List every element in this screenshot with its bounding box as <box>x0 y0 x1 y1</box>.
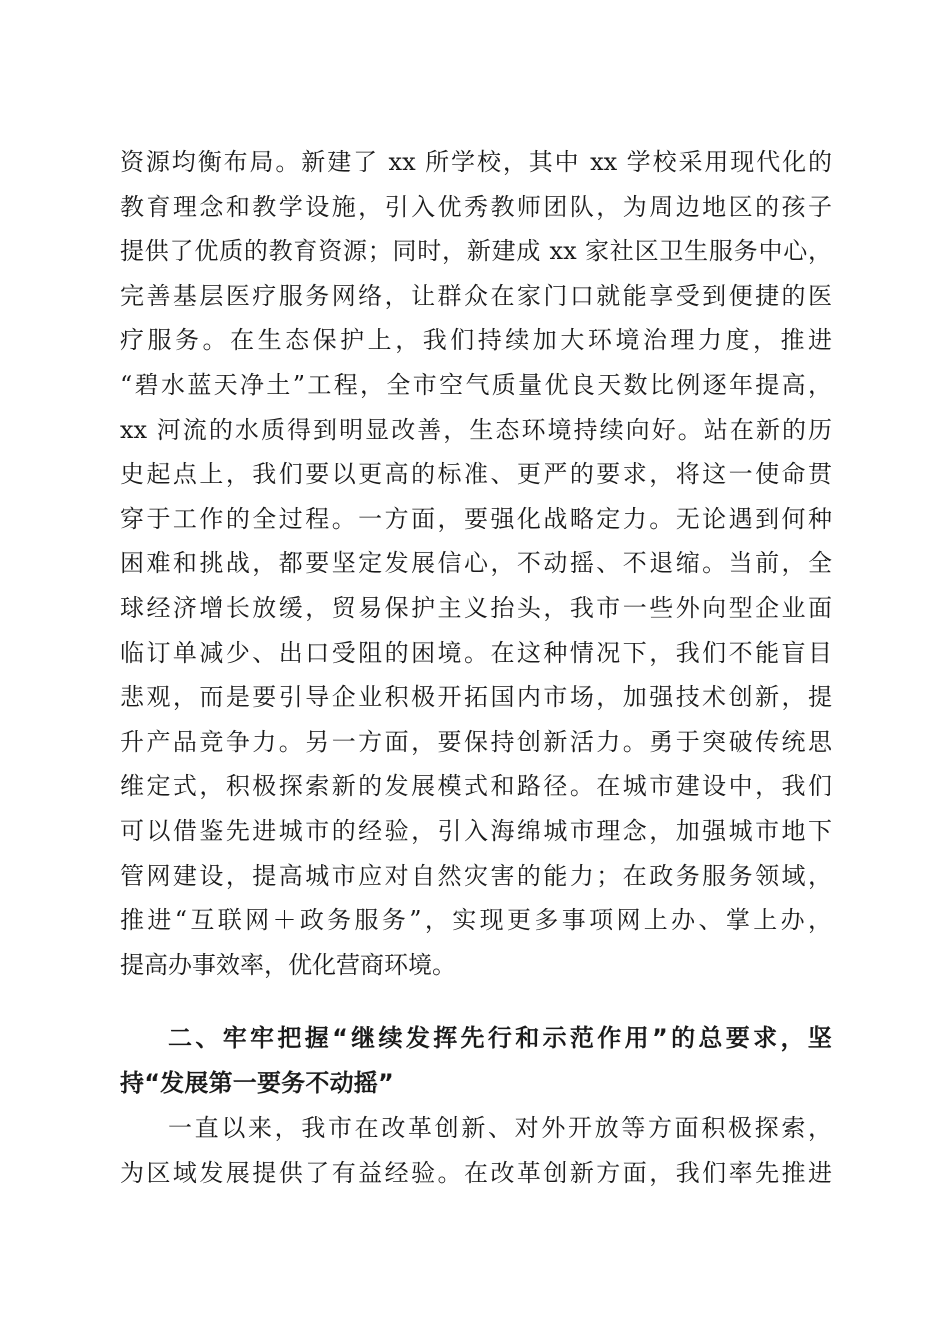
text-line: 资源均衡布局。新建了 xx 所学校，其中 xx 学校采用现代化的 <box>120 148 832 176</box>
body-paragraph <box>120 1106 832 1195</box>
text-line: 悲观，而是要引导企业积极开拓国内市场，加强技术创新，提 <box>120 683 832 712</box>
text-line: “碧水蓝天净土”工程，全市空气质量优良天数比例逐年提高， <box>120 370 832 399</box>
text-line: 球经济增长放缓，贸易保护主义抬头，我市一些外向型企业面 <box>120 593 832 622</box>
text-line: 史起点上，我们要以更高的标准、更严的要求，将这一使命贯 <box>120 460 832 489</box>
text-line: 为区域发展提供了有益经验。在改革创新方面，我们率先推进 <box>120 1158 832 1187</box>
text-line: 困难和挑战，都要坚定发展信心，不动摇、不退缩。当前，全 <box>120 549 832 578</box>
text-line: 管网建设，提高城市应对自然灾害的能力；在政务服务领域， <box>120 861 832 890</box>
text-line: 一直以来，我市在改革创新、对外开放等方面积极探索， <box>168 1114 832 1142</box>
text-line: xx 河流的水质得到明显改善，生态环境持续向好。站在新的历 <box>120 415 832 444</box>
text-line: 维定式，积极探索新的发展模式和路径。在城市建设中，我们 <box>120 772 832 801</box>
text-line: 疗服务。在生态保护上，我们持续加大环境治理力度，推进 <box>120 326 832 355</box>
text-line: 完善基层医疗服务网络，让群众在家门口就能享受到便捷的医 <box>120 281 832 310</box>
text-line: 提供了优质的教育资源；同时，新建成 xx 家社区卫生服务中心， <box>120 237 832 266</box>
text-line: 临订单减少、出口受阻的困境。在这种情况下，我们不能盲目 <box>120 638 832 667</box>
text-line: 升产品竞争力。另一方面，要保持创新活力。勇于突破传统思 <box>120 727 832 756</box>
text-line: 提高办事效率，优化营商环境。 <box>120 950 456 979</box>
heading-line: 二、牢牢把握“继续发挥先行和示范作用”的总要求，坚 <box>168 1024 832 1052</box>
text-line: 穿于工作的全过程。一方面，要强化战略定力。无论遇到何种 <box>120 504 832 533</box>
heading-line: 持“发展第一要务不动摇” <box>120 1068 394 1097</box>
text-line: 教育理念和教学设施，引入优秀教师团队，为周边地区的孩子 <box>120 192 832 221</box>
text-line: 推进“互联网＋政务服务”，实现更多事项网上办、掌上办， <box>120 906 832 935</box>
body-paragraph <box>120 140 832 987</box>
text-line: 可以借鉴先进城市的经验，引入海绵城市理念，加强城市地下 <box>120 816 832 845</box>
section-heading <box>120 1016 832 1105</box>
